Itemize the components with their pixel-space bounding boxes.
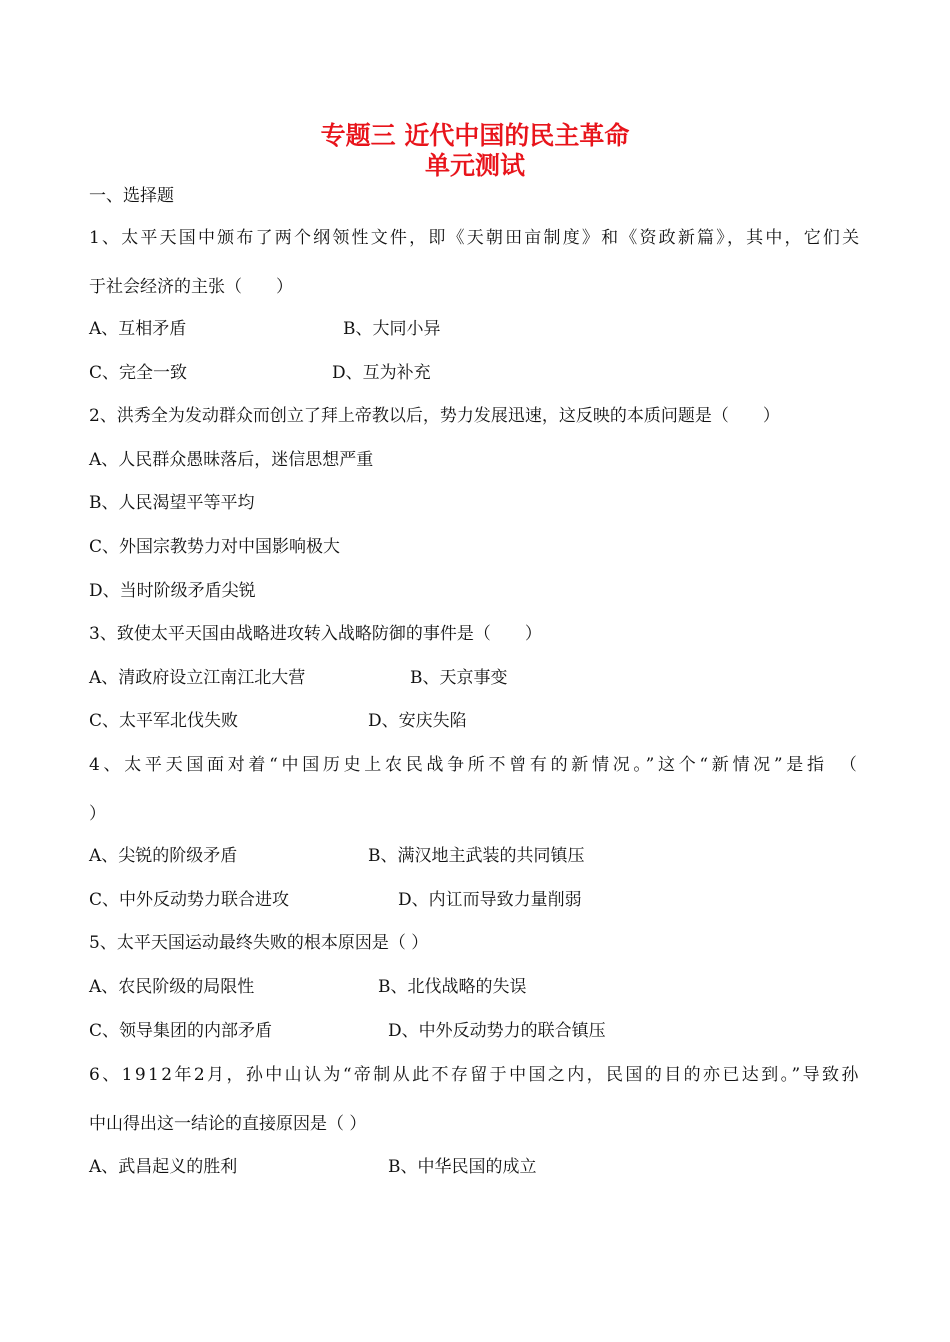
question-6-option-b: B、中华民国的成立 bbox=[388, 1157, 537, 1177]
question-4-option-b: B、满汉地主武装的共同镇压 bbox=[368, 846, 585, 866]
question-5-stem: 5、太平天国运动最终失败的根本原因是（ ） bbox=[89, 933, 429, 953]
question-3-option-d: D、安庆失陷 bbox=[368, 711, 467, 731]
question-1-stem-line2: 于社会经济的主张（ ） bbox=[89, 277, 293, 297]
question-1-option-d: D、互为补充 bbox=[332, 363, 431, 383]
question-4-option-c: C、中外反动势力联合进攻 bbox=[89, 890, 290, 910]
question-5-option-d: D、中外反动势力的联合镇压 bbox=[388, 1021, 606, 1041]
question-2-option-c: C、外国宗教势力对中国影响极大 bbox=[89, 537, 341, 557]
question-2-option-b: B、人民渴望平等平均 bbox=[89, 493, 255, 513]
question-6-stem-line1: 6、1912年2月，孙中山认为“帝制从此不存留于中国之内，民国的目的亦已达到。”导致孙 bbox=[89, 1065, 861, 1085]
question-3-option-c: C、太平军北伐失败 bbox=[89, 711, 239, 731]
question-1-option-a: A、互相矛盾 bbox=[89, 319, 187, 339]
question-4-stem-line2: ） bbox=[89, 804, 106, 824]
question-5-option-b: B、北伐战略的失误 bbox=[378, 977, 527, 997]
question-6-stem-line2: 中山得出这一结论的直接原因是（ ） bbox=[89, 1114, 367, 1134]
question-3-option-b: B、天京事变 bbox=[410, 668, 508, 688]
question-2-option-a: A、人民群众愚昧落后，迷信思想严重 bbox=[89, 450, 374, 470]
question-1-option-b: B、大同小异 bbox=[343, 319, 441, 339]
question-2-stem: 2、洪秀全为发动群众而创立了拜上帝教以后，势力发展迅速，这反映的本质问题是（ ） bbox=[89, 406, 780, 426]
question-1-stem-line1: 1、太平天国中颁布了两个纲领性文件，即《天朝田亩制度》和《资政新篇》，其中，它们关 bbox=[89, 228, 862, 248]
section-heading: 一、选择题 bbox=[89, 186, 174, 206]
question-4-stem-line1: 4、太平天国面对着“中国历史上农民战争所不曾有的新情况。”这个“新情况”是指 （ bbox=[89, 755, 861, 775]
question-1-option-c: C、完全一致 bbox=[89, 363, 188, 383]
document-title: 专题三 近代中国的民主革命 bbox=[320, 121, 630, 150]
question-3-option-a: A、清政府设立江南江北大营 bbox=[89, 668, 306, 688]
question-6-option-a: A、武昌起义的胜利 bbox=[89, 1157, 238, 1177]
question-5-option-c: C、领导集团的内部矛盾 bbox=[89, 1021, 273, 1041]
question-4-option-a: A、尖锐的阶级矛盾 bbox=[89, 846, 238, 866]
question-2-option-d: D、当时阶级矛盾尖锐 bbox=[89, 581, 256, 601]
document-subtitle: 单元测试 bbox=[424, 151, 525, 180]
question-4-option-d: D、内讧而导致力量削弱 bbox=[398, 890, 582, 910]
question-5-option-a: A、农民阶级的局限性 bbox=[89, 977, 255, 997]
question-3-stem: 3、致使太平天国由战略进攻转入战略防御的事件是（ ） bbox=[89, 624, 542, 644]
